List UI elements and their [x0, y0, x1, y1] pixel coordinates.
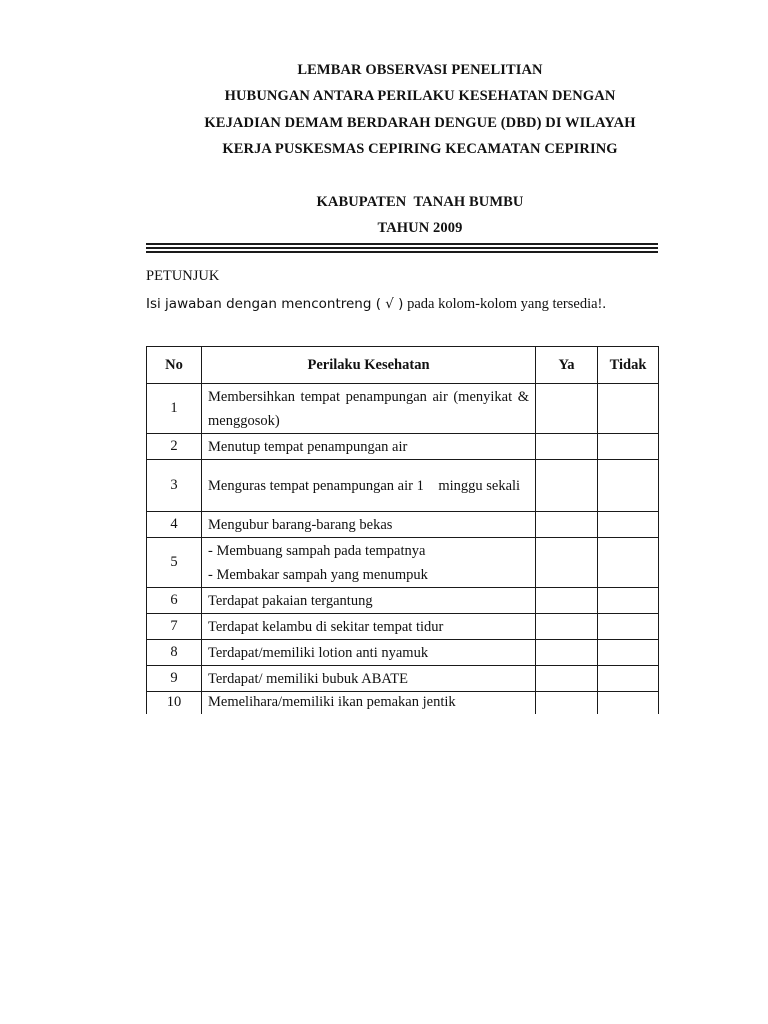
instructions-text-part2: pada kolom-kolom yang tersedia!.: [403, 296, 606, 312]
row-behavior: Menguras tempat penampungan air 1 minggu sekali: [202, 460, 536, 512]
row-behavior: Mengubur barang-barang bekas: [202, 512, 536, 538]
row-behavior: Memelihara/memiliki ikan pemakan jentik: [202, 692, 536, 714]
tidak-checkbox-cell[interactable]: [598, 460, 659, 512]
table-row: [147, 588, 659, 614]
tidak-checkbox-cell[interactable]: [598, 666, 659, 692]
kabupaten-line: KABUPATEN TANAH BUMBU: [316, 194, 524, 210]
row-number: 5: [147, 538, 202, 588]
row-number: 2: [147, 434, 202, 460]
table-row: [147, 640, 659, 666]
header-rule-middle: [146, 247, 658, 249]
row-behavior-item: - Membuang sampah pada tempatnya: [208, 542, 426, 559]
table-row: [147, 384, 659, 434]
column-header-perilaku: Perilaku Kesehatan: [202, 347, 536, 384]
row-number: 7: [147, 614, 202, 640]
title-line-4: KERJA PUSKESMAS CEPIRING KECAMATAN CEPIRING: [222, 141, 618, 157]
table-row: [147, 692, 659, 714]
ya-checkbox-cell[interactable]: [536, 692, 598, 714]
ya-checkbox-cell[interactable]: [536, 434, 598, 460]
table-row: [147, 434, 659, 460]
table-row: [147, 512, 659, 538]
row-number: 3: [147, 460, 202, 512]
row-behavior: Terdapat pakaian tergantung: [202, 588, 536, 614]
ya-checkbox-cell[interactable]: [536, 614, 598, 640]
tidak-checkbox-cell[interactable]: [598, 692, 659, 714]
row-behavior: Menutup tempat penampungan air: [202, 434, 536, 460]
row-behavior: Terdapat kelambu di sekitar tempat tidur: [202, 614, 536, 640]
tidak-checkbox-cell[interactable]: [598, 434, 659, 460]
table-row: [147, 538, 659, 588]
column-header-tidak: Tidak: [598, 347, 659, 384]
row-number: 8: [147, 640, 202, 666]
tahun-line: TAHUN 2009: [377, 220, 463, 236]
row-behavior: Terdapat/memiliki lotion anti nyamuk: [202, 640, 536, 666]
tidak-checkbox-cell[interactable]: [598, 640, 659, 666]
ya-checkbox-cell[interactable]: [536, 588, 598, 614]
row-number: 6: [147, 588, 202, 614]
ya-checkbox-cell[interactable]: [536, 640, 598, 666]
tidak-checkbox-cell[interactable]: [598, 614, 659, 640]
row-number: 1: [147, 384, 202, 434]
column-header-no: No: [147, 347, 202, 384]
instructions-heading: PETUNJUK: [146, 268, 220, 284]
tidak-checkbox-cell[interactable]: [598, 538, 659, 588]
instructions-text: [146, 296, 606, 313]
ya-checkbox-cell[interactable]: [536, 384, 598, 434]
tidak-checkbox-cell[interactable]: [598, 512, 659, 538]
ya-checkbox-cell[interactable]: [536, 666, 598, 692]
table-row: [147, 460, 659, 512]
row-number: 9: [147, 666, 202, 692]
title-line-1: LEMBAR OBSERVASI PENELITIAN: [297, 62, 543, 78]
table-row: [147, 666, 659, 692]
row-behavior: [202, 538, 536, 588]
ya-checkbox-cell[interactable]: [536, 538, 598, 588]
row-behavior-item: - Membakar sampah yang menumpuk: [208, 566, 428, 583]
header-rule-top: [146, 243, 658, 245]
row-behavior: Terdapat/ memiliki bubuk ABATE: [202, 666, 536, 692]
instructions-text-part1: Isi jawaban dengan mencontreng ( √ ): [146, 296, 404, 312]
row-behavior: Membersihkan tempat penampungan air (menyikat & menggosok): [202, 384, 536, 434]
ya-checkbox-cell[interactable]: [536, 512, 598, 538]
title-line-3: KEJADIAN DEMAM BERDARAH DENGUE (DBD) DI WILAYAH: [204, 115, 636, 131]
tidak-checkbox-cell[interactable]: [598, 588, 659, 614]
tidak-checkbox-cell[interactable]: [598, 384, 659, 434]
ya-checkbox-cell[interactable]: [536, 460, 598, 512]
column-header-ya: Ya: [536, 347, 598, 384]
row-number: 10: [147, 692, 202, 714]
title-line-2: HUBUNGAN ANTARA PERILAKU KESEHATAN DENGAN: [224, 88, 616, 104]
header-rule-bottom: [146, 251, 658, 253]
table-row: [147, 614, 659, 640]
table-header-row: [147, 347, 659, 384]
observation-table: [146, 346, 659, 714]
row-number: 4: [147, 512, 202, 538]
